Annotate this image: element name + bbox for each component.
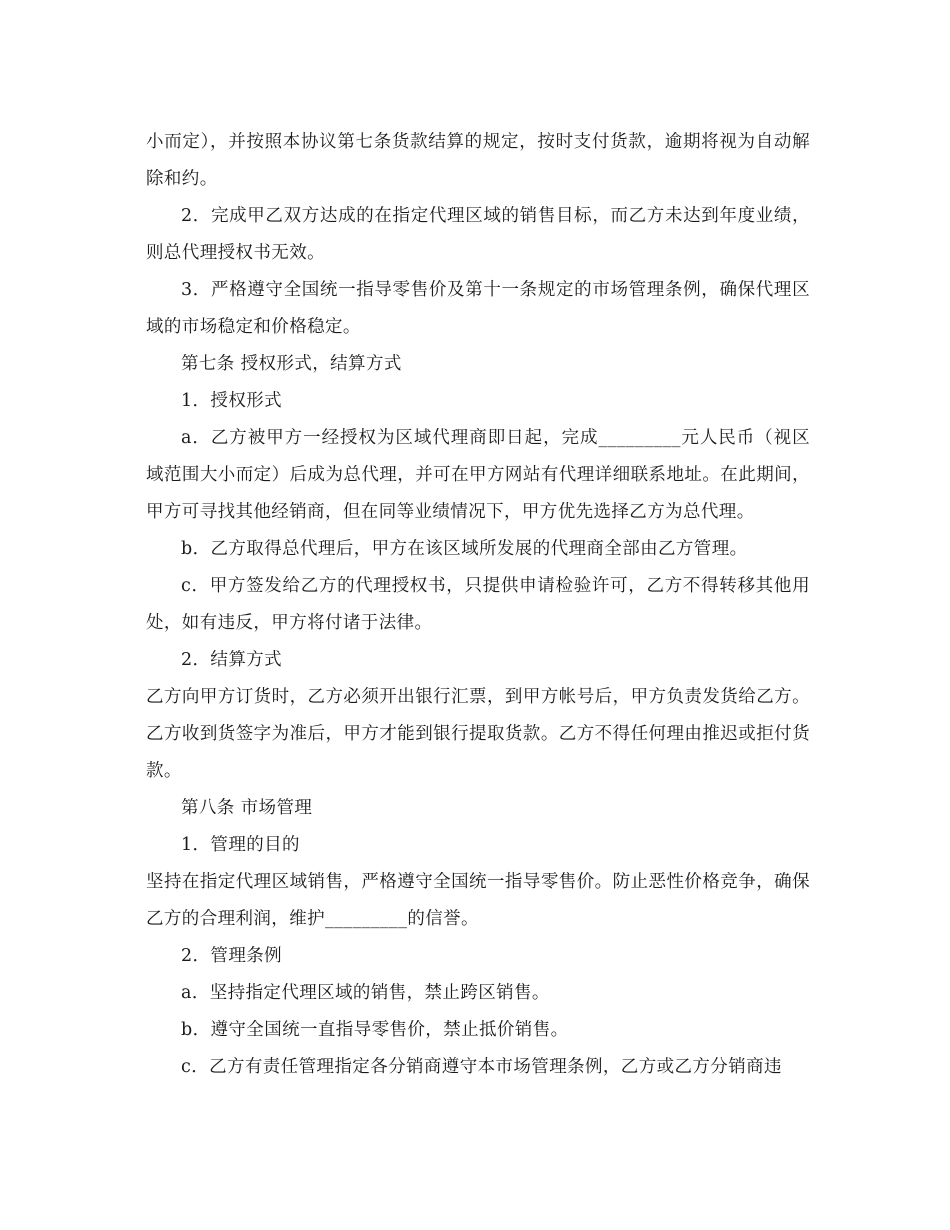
- paragraph-item-c: c．甲方签发给乙方的代理授权书，只提供申请检验许可，乙方不得转移其他用处，如有违反，甲方将付诸于法律。: [146, 576, 810, 633]
- paragraph-3: 3．严格遵守全国统一指导零售价及第十一条规定的市场管理条例，确保代理区域的市场稳定和价格稳定。: [146, 280, 810, 337]
- subheading-management-purpose: 1．管理的目的: [181, 835, 300, 855]
- subheading-settlement: 2．结算方式: [181, 650, 283, 670]
- document-body: [146, 124, 810, 1086]
- paragraph-2: 2．完成甲乙双方达成的在指定代理区域的销售目标，而乙方未达到年度业绩，则总代理授权书无效。: [146, 206, 810, 263]
- paragraph-settlement: 乙方向甲方订货时，乙方必须开出银行汇票，到甲方帐号后，甲方负责发货给乙方。乙方收到货签字为准后，甲方才能到银行提取货款。乙方不得任何理由推迟或拒付货款。: [146, 687, 810, 781]
- paragraph-item-b: b．乙方取得总代理后，甲方在该区域所发展的代理商全部由乙方管理。: [181, 539, 748, 559]
- paragraph-management-purpose: 坚持在指定代理区域销售，严格遵守全国统一指导零售价。防止恶性价格竞争，确保乙方的合理利润，维护_________的信誉。: [146, 872, 810, 929]
- subheading-authorization-form: 1．授权形式: [181, 391, 283, 411]
- paragraph-rule-c: c．乙方有责任管理指定各分销商遵守本市场管理条例，乙方或乙方分销商违: [181, 1057, 782, 1077]
- paragraph-rule-a: a．坚持指定代理区域的销售，禁止跨区销售。: [181, 983, 550, 1003]
- paragraph-1: 小而定），并按照本协议第七条货款结算的规定，按时支付货款，逾期将视为自动解除和约。: [146, 132, 810, 189]
- paragraph-item-a: a．乙方被甲方一经授权为区域代理商即日起，完成_________元人民币（视区域范围大小而定）后成为总代理，并可在甲方网站有代理详细联系地址。在此期间，甲方可寻找其他经销商，但在同等业绩情况下，甲方优先选择乙方为总代理。: [146, 428, 810, 522]
- article-7-heading: 第七条 授权形式，结算方式: [181, 354, 402, 374]
- paragraph-rule-b: b．遵守全国统一直指导零售价，禁止抵价销售。: [181, 1020, 569, 1040]
- article-8-heading: 第八条 市场管理: [181, 798, 313, 818]
- subheading-management-rules: 2．管理条例: [181, 946, 283, 966]
